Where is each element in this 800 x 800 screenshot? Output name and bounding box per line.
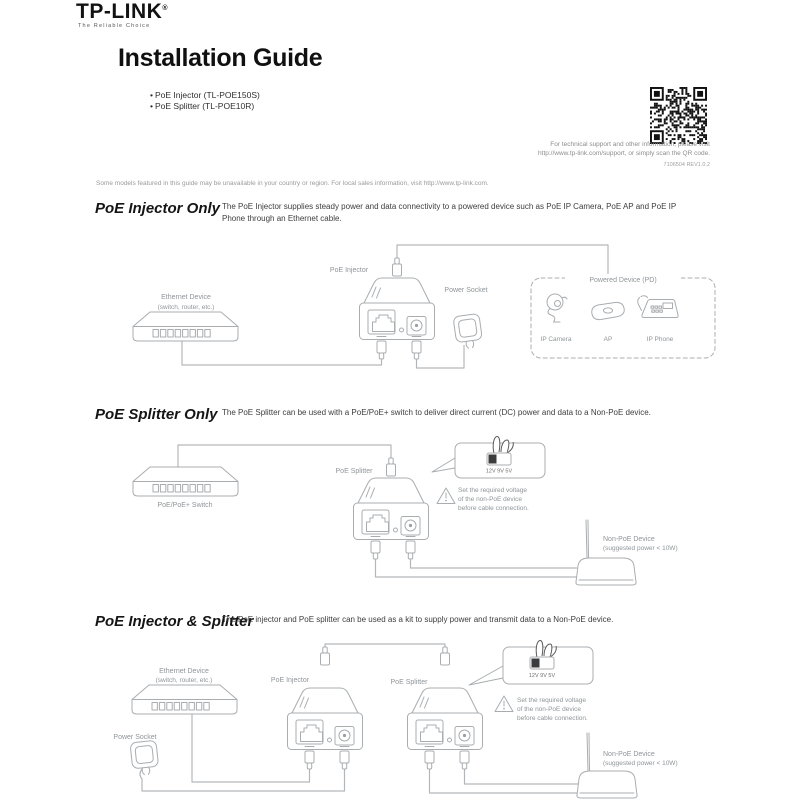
ap-icon xyxy=(592,302,625,319)
voltage-note-line1: Set the required voltage xyxy=(517,697,587,704)
power-cable xyxy=(417,345,465,368)
ip-camera-label: IP Camera xyxy=(540,336,572,343)
section-heading: PoE Splitter Only xyxy=(95,406,218,423)
lan-connector xyxy=(377,341,386,359)
poe-in-cable xyxy=(178,445,391,467)
poe-switch-label: PoE/PoE+ Switch xyxy=(157,502,213,509)
non-poe-router xyxy=(576,520,636,585)
ethernet-device-sublabel: (switch, router, etc.) xyxy=(157,304,215,311)
diagram-injector-only xyxy=(95,235,735,385)
splitter-lan-connector xyxy=(425,751,434,769)
lan-out-connector xyxy=(371,541,380,559)
power-socket-label: Power Socket xyxy=(113,734,157,741)
callout-pointer xyxy=(469,666,503,685)
registered-mark-icon: ® xyxy=(162,5,168,12)
support-line-1: For technical support and other information, please visit xyxy=(550,141,710,148)
power-socket-label: Power Socket xyxy=(444,287,488,294)
logo-text: TP-LINK® xyxy=(76,0,168,23)
callout-pointer xyxy=(432,458,455,472)
poe-injector-label: PoE Injector xyxy=(329,267,369,274)
logo-tagline: The Reliable Choice xyxy=(78,23,151,29)
disclaimer-text: Some models featured in this guide may be unavailable in your country or region. For local sales information, visit http://www.tp-link.com. xyxy=(96,180,489,187)
splitter-top-connector-tip xyxy=(443,647,447,653)
voltage-note-line3: before cable connection. xyxy=(458,505,529,512)
poe-injector-device xyxy=(360,278,435,340)
ethernet-switch xyxy=(133,312,238,341)
poe-splitter-label: PoE Splitter xyxy=(335,468,373,475)
poe-out-connector xyxy=(393,258,402,276)
warning-triangle-icon xyxy=(495,696,513,712)
splitter-top-connector xyxy=(441,653,450,665)
splitter-dc-connector xyxy=(460,751,469,769)
section-description: The PoE injector and PoE splitter can be used as a kit to supply power and transmit data to a Non-PoE device. xyxy=(222,615,614,624)
ethernet-out-cable xyxy=(430,769,581,793)
poe-cable xyxy=(397,245,608,277)
powered-device-box xyxy=(531,278,715,358)
model-item-splitter: • PoE Splitter (TL-POE10R) xyxy=(150,101,260,112)
poe-injector-label: PoE Injector xyxy=(270,677,310,684)
section-description: The PoE Splitter can be used with a PoE/PoE+ switch to deliver direct current (DC) power and data to a Non-PoE device. xyxy=(222,408,651,417)
ethernet-device-sublabel: (switch, router, etc.) xyxy=(155,677,213,684)
section-heading: PoE Injector & Splitter xyxy=(95,613,254,630)
ap-label: AP xyxy=(603,336,613,343)
poe-splitter-device xyxy=(408,688,483,750)
ethernet-switch xyxy=(132,685,237,714)
power-cable xyxy=(140,769,345,791)
qr-code-icon xyxy=(650,87,707,144)
section-description: The PoE Injector supplies steady power and data connectivity to a powered device such as PoE IP Camera, PoE AP and PoE IP Phone through an Ethernet cable. xyxy=(222,202,677,223)
poe-link-cable xyxy=(325,644,445,647)
power-socket xyxy=(130,740,159,776)
voltage-label: 12V 9V 5V xyxy=(485,468,513,475)
poe-splitter-device xyxy=(354,478,429,540)
ip-phone-icon xyxy=(638,296,678,318)
voltage-note-line3: before cable connection. xyxy=(517,715,588,722)
model-list xyxy=(150,90,260,112)
ethernet-device-label: Ethernet Device xyxy=(161,294,211,301)
diagram-splitter-only xyxy=(95,425,735,600)
poe-splitter-label: PoE Splitter xyxy=(390,679,428,686)
non-poe-device-label: Non-PoE Device xyxy=(603,536,655,543)
injector-lan-connector xyxy=(305,751,314,769)
ip-phone-label: IP Phone xyxy=(646,336,674,343)
injector-top-connector xyxy=(321,653,330,665)
voltage-note-line2: of the non-PoE device xyxy=(458,496,522,503)
revision-code: 7106504 REV1.0.2 xyxy=(663,162,710,168)
non-poe-device-label: Non-PoE Device xyxy=(603,751,655,758)
powered-device-label: Powered Device (PD) xyxy=(589,277,657,284)
voltage-note-line2: of the non-PoE device xyxy=(517,706,581,713)
dc-out-cable xyxy=(465,769,581,784)
poe-injector-device xyxy=(288,688,363,750)
ethernet-device-label: Ethernet Device xyxy=(159,668,209,675)
poe-switch xyxy=(133,467,238,496)
non-poe-device-sublabel: (suggested power < 10W) xyxy=(603,760,678,767)
warning-triangle-icon xyxy=(437,488,455,504)
dc-out-connector xyxy=(406,541,415,559)
tp-link-logo xyxy=(76,0,168,29)
page-title: Installation Guide xyxy=(118,44,323,72)
poe-in-connector xyxy=(387,458,396,476)
voltage-label: 12V 9V 5V xyxy=(528,673,556,679)
injector-dc-connector xyxy=(340,751,349,769)
ip-camera-icon xyxy=(547,294,567,322)
ethernet-cable xyxy=(182,341,382,365)
diagram-injector-splitter xyxy=(80,640,740,800)
section-heading: PoE Injector Only xyxy=(95,200,221,217)
dc-out-cable xyxy=(411,559,578,568)
power-socket xyxy=(453,313,483,349)
non-poe-device-sublabel: (suggested power < 10W) xyxy=(603,545,678,552)
support-line-2: http://www.tp-link.com/support, or simply scan the QR code. xyxy=(538,150,710,157)
support-text xyxy=(538,140,710,170)
model-item-injector: • PoE Injector (TL-POE150S) xyxy=(150,90,260,101)
injector-top-connector-tip xyxy=(323,647,327,653)
dc-connector xyxy=(412,341,421,359)
voltage-note-line1: Set the required voltage xyxy=(458,487,528,494)
